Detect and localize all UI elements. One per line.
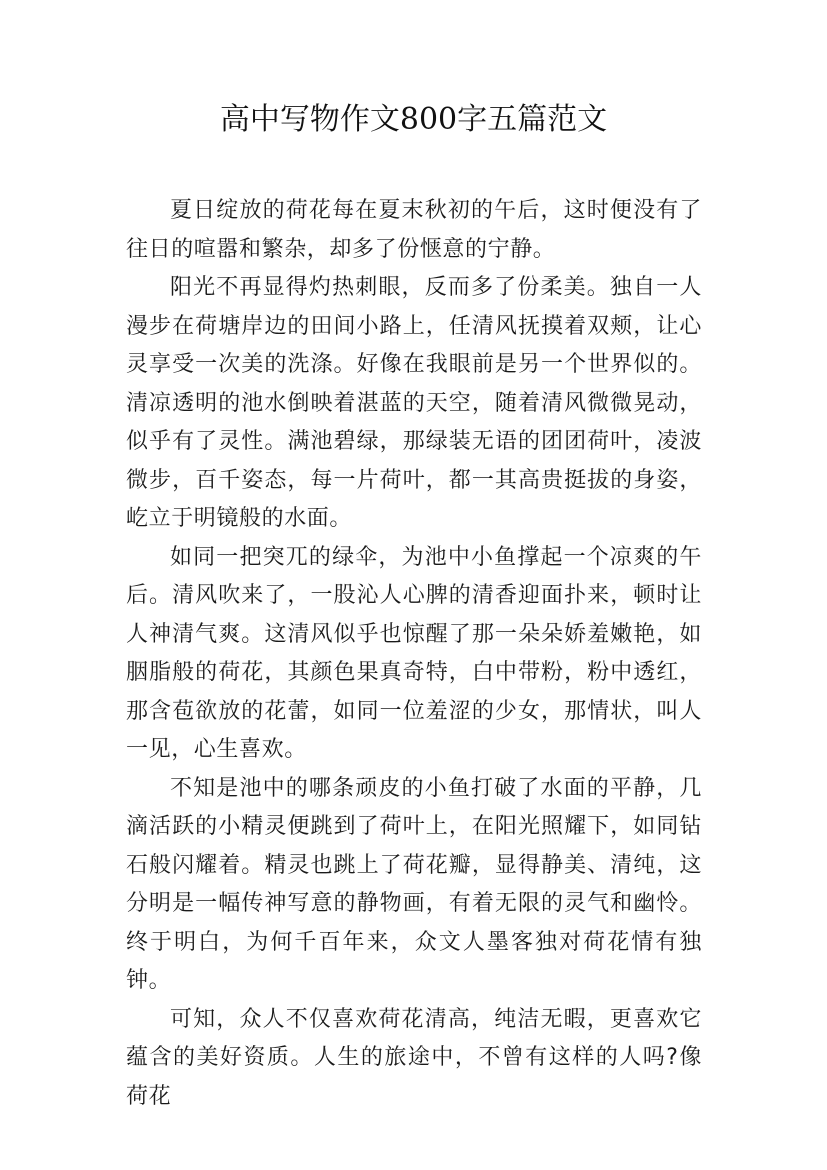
document-title: 高中写物作文800字五篇范文 <box>219 102 608 137</box>
paragraph: 如同一把突兀的绿伞，为池中小鱼撑起一个凉爽的午后。清风吹来了，一股沁人心脾的清香迎面扑来，顿时让人神清气爽。这清风似乎也惊醒了那一朵朵娇羞嫩艳，如胭脂般的荷花，其颜色果真奇特，白中带粉，粉中透红，那含苞欲放的花蕾，如同一位羞涩的少女，那情状，叫人一见，心生喜欢。 <box>126 544 702 762</box>
document-body <box>126 192 702 1116</box>
paragraph: 可知，众人不仅喜欢荷花清高，纯洁无暇，更喜欢它蕴含的美好资质。人生的旅途中，不曾有这样的人吗?像荷花 <box>126 1006 702 1109</box>
paragraph: 阳光不再显得灼热刺眼，反而多了份柔美。独自一人漫步在荷塘岸边的田间小路上，任清风抚摸着双颊，让心灵享受一次美的洗涤。好像在我眼前是另一个世界似的。清凉透明的池水倒映着湛蓝的天空，随着清风微微晃动，似乎有了灵性。满池碧绿，那绿装无语的团团荷叶，凌波微步，百千姿态，每一片荷叶，都一其高贵挺拔的身姿，屹立于明镜般的水面。 <box>126 275 702 531</box>
paragraph: 夏日绽放的荷花每在夏末秋初的午后，这时便没有了往日的喧嚣和繁杂，却多了份惬意的宁静。 <box>126 198 702 262</box>
paragraph: 不知是池中的哪条顽皮的小鱼打破了水面的平静，几滴活跃的小精灵便跳到了荷叶上，在阳光照耀下，如同钻石般闪耀着。精灵也跳上了荷花瓣，显得静美、清纯，这分明是一幅传神写意的静物画，有着无限的灵气和幽怜。终于明白，为何千百年来，众文人墨客独对荷花情有独钟。 <box>126 775 702 993</box>
